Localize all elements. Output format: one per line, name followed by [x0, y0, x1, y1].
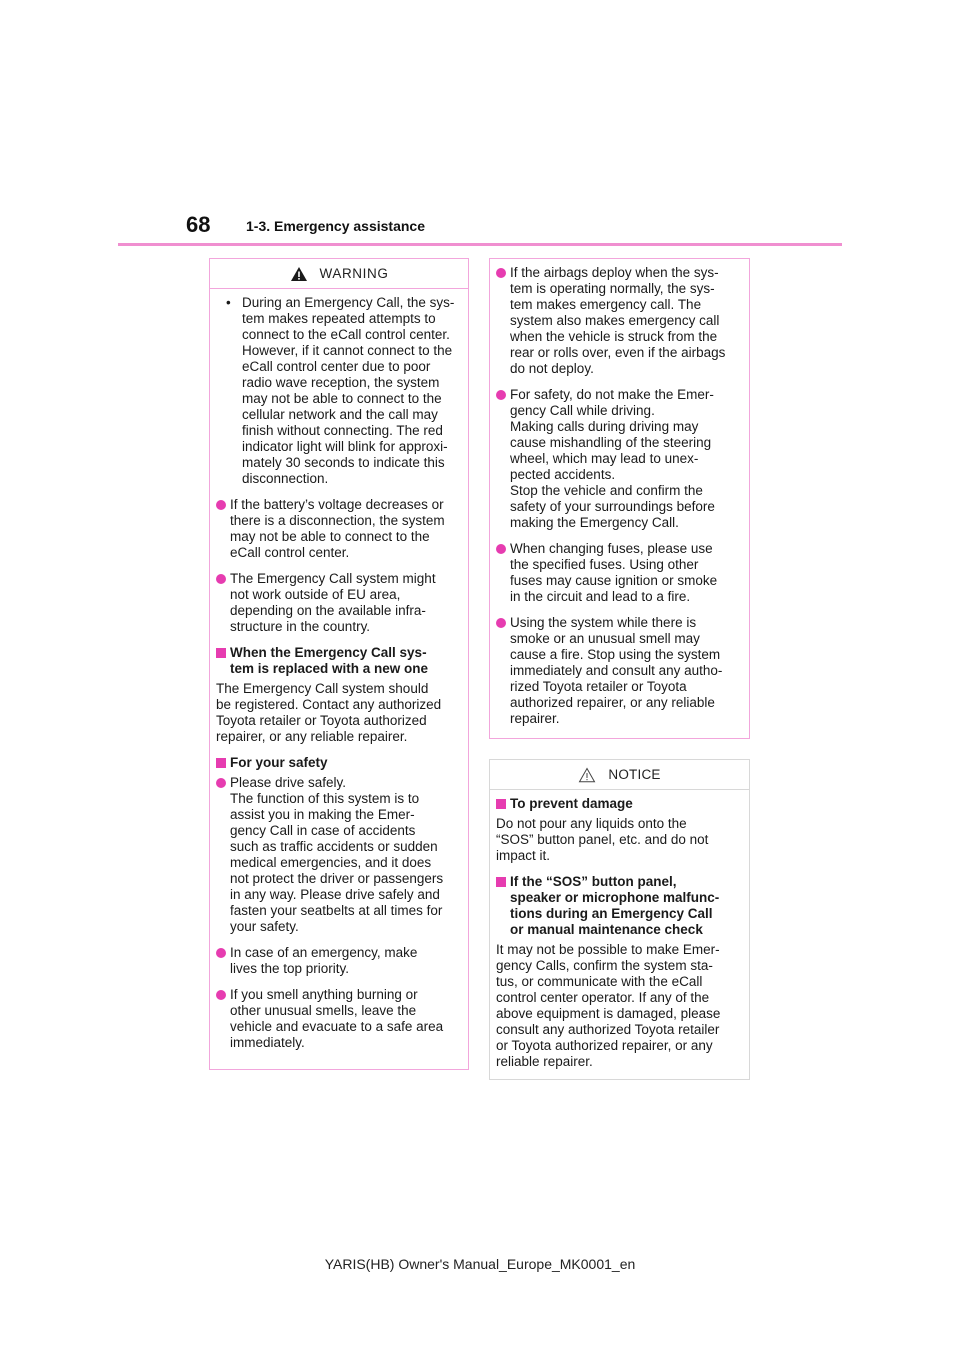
subheading-damage — [496, 796, 743, 812]
notice-title: NOTICE — [608, 766, 661, 782]
list-item-text: In case of an emergency, make lives the top priority. — [230, 945, 418, 976]
dash-item — [216, 295, 462, 487]
circle-bullet-icon — [496, 390, 506, 400]
list-item — [216, 571, 462, 635]
notice-box — [489, 759, 750, 1080]
list-item — [216, 775, 462, 935]
list-item — [216, 945, 462, 977]
square-bullet-icon — [216, 758, 226, 768]
footer-text: YARIS(HB) Owner's Manual_Europe_MK0001_en — [324, 1256, 636, 1272]
subheading-text: When the Emergency Call sys- tem is replaced with a new one — [230, 645, 429, 676]
page-number: 68 — [186, 212, 211, 237]
list-item-text: For safety, do not make the Emer- gency Call while driving. Making calls during driving may cause mishandling of the steering wheel, which may lead to unex- pected accidents. Stop the vehicle and confirm the safety of your surroundings before making the Emergency Call. — [510, 387, 715, 530]
square-bullet-icon — [496, 799, 506, 809]
list-item — [216, 497, 462, 561]
subheading-text: For your safety — [230, 755, 328, 770]
subheading-text: If the “SOS” button panel, speaker or microphone malfunc- tions during an Emergency Call or manual maintenance check — [510, 874, 720, 937]
warning-triangle-icon — [290, 266, 308, 282]
list-item-text: Please drive safely. The function of this system is to assist you in making the Emer- gency Call in case of accidents such as traffic accidents or sudden medical emergencies, and it does not protect the driver or passengers in any way. Please drive safely and fasten your seatbelts at all times for your safety. — [230, 775, 444, 934]
list-item-text: If the battery’s voltage decreases or there is a disconnection, the system may not be able to connect to the eCall control center. — [230, 497, 445, 560]
list-item-text: If you smell anything burning or other unusual smells, leave the vehicle and evacuate to a safe area immediately. — [230, 987, 444, 1050]
list-item — [216, 987, 462, 1051]
circle-bullet-icon — [216, 574, 226, 584]
paragraph-damage: Do not pour any liquids onto the “SOS” button panel, etc. and do not impact it. — [496, 816, 709, 863]
warning-title: WARNING — [319, 265, 389, 281]
subheading-malfunction — [496, 874, 743, 938]
list-item-text: Using the system while there is smoke or an unusual smell may cause a fire. Stop using the system immediately and consult any autho- rized Toyota retailer or Toyota authorized repairer, or any reliable repairer. — [510, 615, 723, 726]
circle-bullet-icon — [216, 948, 226, 958]
circle-bullet-icon — [496, 618, 506, 628]
warning-header — [210, 259, 468, 289]
circle-bullet-icon — [496, 544, 506, 554]
subheading-replaced — [216, 645, 462, 677]
square-bullet-icon — [216, 648, 226, 658]
paragraph-replaced: The Emergency Call system should be registered. Contact any authorized Toyota retailer or Toyota authorized repairer, or any reliable repairer. — [216, 681, 442, 744]
circle-bullet-icon — [216, 778, 226, 788]
list-item-text: The Emergency Call system might not work outside of EU area, depending on the available infra- structure in the country. — [230, 571, 436, 634]
dash-bullet: • — [226, 295, 231, 310]
circle-bullet-icon — [496, 268, 506, 278]
list-item — [496, 615, 743, 727]
circle-bullet-icon — [216, 990, 226, 1000]
subheading-safety — [216, 755, 462, 771]
warning-box-left — [209, 258, 469, 1070]
caution-triangle-icon — [578, 767, 596, 783]
section-title: 1-3. Emergency assistance — [246, 218, 425, 234]
square-bullet-icon — [496, 877, 506, 887]
dash-item-text: During an Emergency Call, the sys- tem makes repeated attempts to connect to the eCall control center. However, if it cannot connect to the eCall control center due to poor radio wave reception, the system may not be able to connect to the cellular network and the call may finish without connecting. The red indicator light will blink for approxi- mately 30 seconds to indicate this disconnection. — [242, 295, 455, 486]
list-item-text: If the airbags deploy when the sys- tem is operating normally, the sys- tem makes emergency call. The system also makes emergency call when the vehicle is struck from the rear or rolls over, even if the airbags do not deploy. — [510, 265, 726, 376]
header-rule — [118, 243, 842, 246]
circle-bullet-icon — [216, 500, 226, 510]
list-item — [496, 541, 743, 605]
list-item — [496, 387, 743, 531]
warning-box-right — [489, 258, 750, 739]
list-item-text: When changing fuses, please use the specified fuses. Using other fuses may cause ignition or smoke in the circuit and lead to a fire. — [510, 541, 718, 604]
notice-header — [490, 760, 749, 790]
subheading-text: To prevent damage — [510, 796, 633, 811]
list-item — [496, 265, 743, 377]
paragraph-malfunction: It may not be possible to make Emer- gency Calls, confirm the system sta- tus, or communicate with the eCall control center operator. If any of the above equipment is damaged, please consult any authorized Toyota retailer or Toyota authorized repairer, or any reliable repairer. — [496, 942, 721, 1069]
